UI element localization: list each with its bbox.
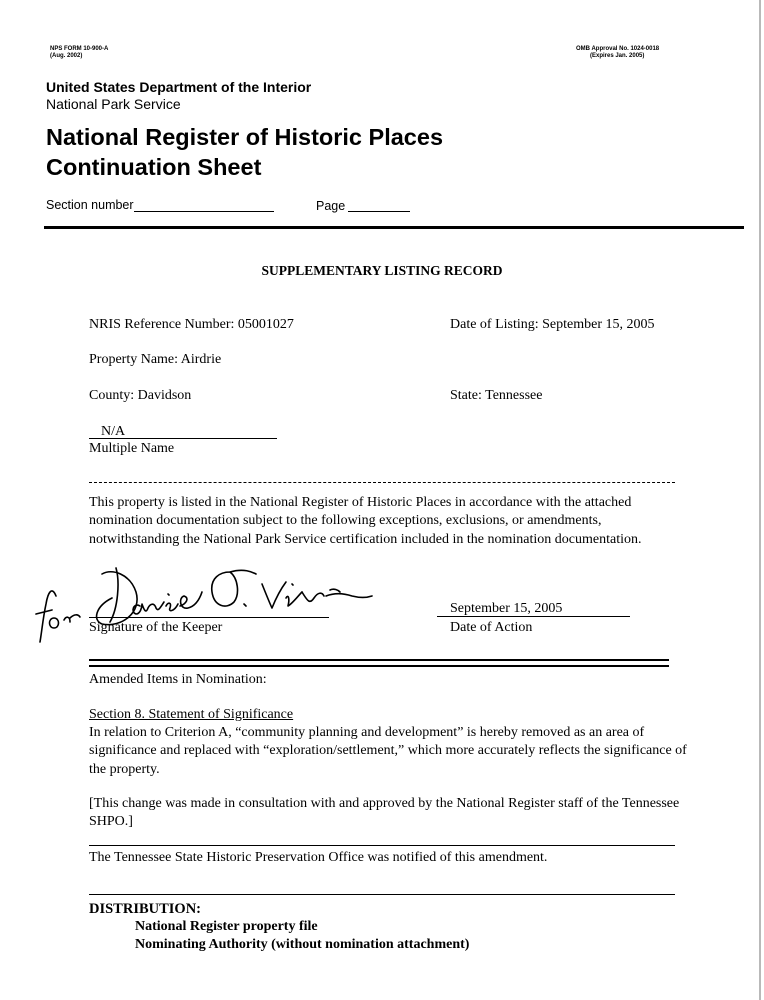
amended-section-title: Section 8. Statement of Significance (89, 707, 294, 722)
distribution-item: National Register property file (135, 919, 318, 934)
nris-reference: NRIS Reference Number: 05001027 (89, 317, 294, 332)
signature-line (89, 617, 329, 618)
date-of-listing: Date of Listing: September 15, 2005 (450, 317, 655, 332)
scan-edge (759, 0, 761, 1000)
multiple-name-underline (89, 438, 277, 439)
signature-label: Signature of the Keeper (89, 620, 223, 635)
omb-number-text: OMB Approval No. 1024-0018 (576, 46, 660, 52)
section-number-label: Section number (46, 198, 134, 212)
document-subtitle: Continuation Sheet (46, 154, 262, 180)
date-of-action-label: Date of Action (450, 620, 533, 635)
state: State: Tennessee (450, 388, 543, 403)
document-title: National Register of Historic Places (46, 124, 444, 150)
form-number (50, 46, 108, 60)
section-number-field (134, 211, 274, 212)
multiple-name-value: N/A (101, 424, 126, 439)
amendment-text: In relation to Criterion A, “community planning and development” is hereby removed as an area of significance and replaced with “exploration/settlement,” which more accurately reflects the significance of the property. (89, 725, 687, 777)
property-name: Property Name: Airdrie (89, 352, 222, 367)
consultation-note: [This change was made in consultation with and approved by the National Register staff of the Tennessee SHPO.] (89, 796, 680, 830)
notification-divider (89, 845, 675, 846)
distribution-item: Nominating Authority (without nomination attachment) (135, 937, 470, 952)
double-divider (89, 659, 669, 667)
multiple-name-label: Multiple Name (89, 441, 175, 456)
agency-name: National Park Service (46, 96, 181, 112)
county: County: Davidson (89, 388, 192, 403)
omb-approval (576, 46, 659, 60)
shpo-notification: The Tennessee State Historic Preservation Office was notified of this amendment. (89, 850, 548, 865)
page-label: Page (316, 199, 346, 213)
distribution-heading: DISTRIBUTION: (89, 901, 201, 917)
department-name: United States Department of the Interior (46, 79, 312, 95)
listing-statement: This property is listed in the National Register of Historic Places in accordance with the attached nomination documentation subject to the following exceptions, exclusions, or amendments, notwithstanding the National Park Service certification included in the nomination documentation. (89, 495, 642, 547)
date-of-action-line (437, 616, 630, 617)
header-divider (44, 226, 744, 229)
record-heading: SUPPLEMENTARY LISTING RECORD (261, 263, 503, 278)
page-field (348, 211, 410, 212)
handwritten-signature (30, 562, 380, 652)
dashed-divider (89, 482, 675, 483)
form-number-text: NPS FORM 10-900-A (50, 46, 109, 52)
distribution-divider (89, 894, 675, 895)
omb-expiry-text: (Expires Jan. 2005) (590, 53, 645, 59)
date-of-action-value: September 15, 2005 (450, 601, 563, 616)
form-date-text: (Aug. 2002) (50, 53, 83, 59)
amended-items-heading: Amended Items in Nomination: (89, 672, 267, 687)
